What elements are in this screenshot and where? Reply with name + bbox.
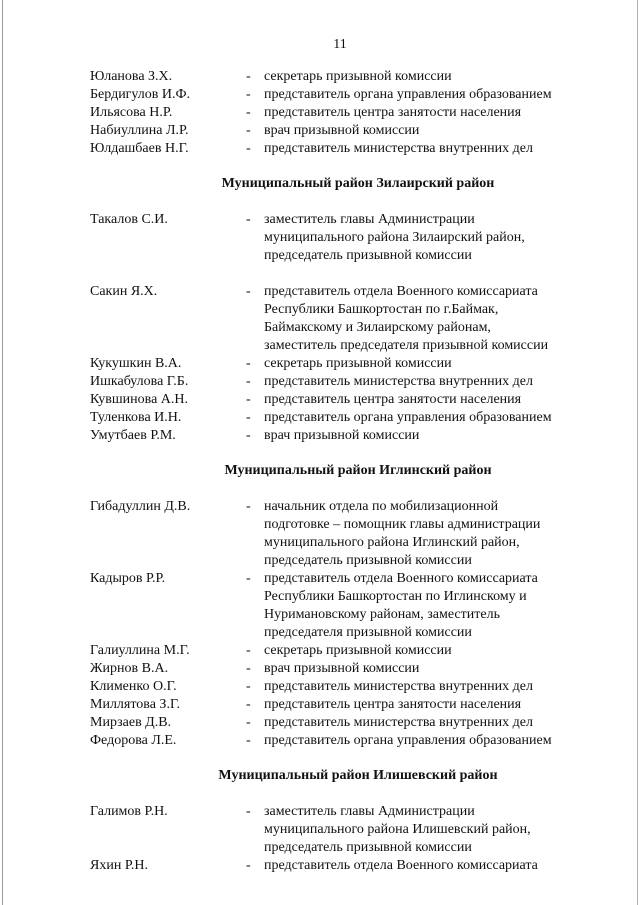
member-name: Ишкабулова Г.Б.	[90, 374, 189, 389]
member-name: Юлдашбаев Н.Г.	[90, 141, 189, 156]
dash: -	[246, 410, 251, 425]
member-row	[90, 211, 600, 265]
member-name: Жирнов В.А.	[90, 661, 169, 676]
member-row	[90, 498, 600, 570]
dash: -	[246, 123, 251, 138]
dash: -	[246, 661, 251, 676]
member-name: Кадыров Р.Р.	[90, 571, 166, 586]
member-name: Яхин Р.Н.	[90, 858, 148, 873]
dash: -	[246, 69, 251, 84]
member-name: Галимов Р.Н.	[90, 804, 168, 819]
dash: -	[246, 284, 251, 299]
dash: -	[246, 733, 251, 748]
member-row	[90, 714, 600, 732]
member-name: Бердигулов И.Ф.	[90, 87, 191, 102]
member-name: Юланова З.Х.	[90, 69, 173, 84]
member-role: секретарь призывной комиссии	[264, 643, 452, 658]
member-row	[90, 391, 600, 409]
member-row	[90, 696, 600, 714]
page-number: 11	[333, 37, 347, 52]
member-role: представитель центра занятости населения	[264, 697, 522, 712]
member-role: представитель отдела Военного комиссариата Республики Башкортостан по Иглинскому и Нуримановскому районам, заместитель председателя призывной комиссии	[264, 571, 538, 640]
member-role: секретарь призывной комиссии	[264, 356, 452, 371]
section-continued	[90, 68, 600, 158]
dash: -	[246, 428, 251, 443]
member-row	[90, 355, 600, 373]
spacer	[90, 265, 600, 283]
dash: -	[246, 858, 251, 873]
member-name: Галиуллина М.Г.	[90, 643, 190, 658]
member-name: Миллятова З.Г.	[90, 697, 180, 712]
member-row	[90, 283, 600, 355]
dash: -	[246, 715, 251, 730]
section-zilair	[90, 211, 600, 445]
member-name: Кукушкин В.А.	[90, 356, 182, 371]
member-row	[90, 86, 600, 104]
member-role: представитель министерства внутренних дел	[264, 374, 533, 389]
section-heading: Муниципальный район Зилаирский район	[221, 176, 495, 191]
section-iglino	[90, 498, 600, 750]
member-name: Сакин Я.Х.	[90, 284, 158, 299]
member-row	[90, 68, 600, 86]
member-name: Туленкова И.Н.	[90, 410, 182, 425]
dash: -	[246, 643, 251, 658]
member-row	[90, 857, 600, 875]
member-role: врач призывной комиссии	[264, 123, 420, 138]
member-row	[90, 409, 600, 427]
member-role: представитель центра занятости населения	[264, 105, 522, 120]
member-role: представитель отдела Военного комиссариата Республики Башкортостан по г.Баймак, Баймакскому и Зилаирскому районам, заместитель председателя призывной комиссии	[264, 284, 549, 353]
member-role: заместитель главы Администрации муниципального района Илишевский район, председатель призывной комиссии	[264, 804, 531, 855]
section-ilishevo	[90, 803, 600, 875]
member-name: Кувшинова А.Н.	[90, 392, 189, 407]
member-row	[90, 803, 600, 857]
member-role: врач призывной комиссии	[264, 428, 420, 443]
member-row	[90, 660, 600, 678]
dash: -	[246, 87, 251, 102]
section-heading: Муниципальный район Илишевский район	[218, 768, 498, 783]
member-name: Набиуллина Л.Р.	[90, 123, 189, 138]
dash: -	[246, 141, 251, 156]
section-heading: Муниципальный район Иглинский район	[224, 463, 492, 478]
dash: -	[246, 356, 251, 371]
scan-edge-right	[637, 0, 638, 905]
member-row	[90, 732, 600, 750]
member-role: заместитель главы Администрации муниципального района Зилаирский район, председатель призывной комиссии	[264, 212, 525, 263]
member-name: Мирзаев Д.В.	[90, 715, 172, 730]
member-row	[90, 678, 600, 696]
member-role: представитель министерства внутренних дел	[264, 141, 533, 156]
member-role: начальник отдела по мобилизационной подготовке – помощник главы администрации муниципального района Иглинский район, председатель призывной комиссии	[264, 499, 541, 568]
dash: -	[246, 499, 251, 514]
member-role: врач призывной комиссии	[264, 661, 420, 676]
dash: -	[246, 392, 251, 407]
member-name: Федорова Л.Е.	[90, 733, 177, 748]
member-role: секретарь призывной комиссии	[264, 69, 452, 84]
member-role: представитель центра занятости населения	[264, 392, 522, 407]
member-role: представитель органа управления образованием	[264, 733, 552, 748]
member-role: представитель органа управления образованием	[264, 410, 552, 425]
member-role: представитель органа управления образованием	[264, 87, 552, 102]
member-row	[90, 140, 600, 158]
dash: -	[246, 571, 251, 586]
member-row	[90, 570, 600, 642]
member-name: Такалов С.И.	[90, 212, 168, 227]
member-row	[90, 427, 600, 445]
member-row	[90, 373, 600, 391]
member-row	[90, 642, 600, 660]
dash: -	[246, 679, 251, 694]
member-name: Гибадуллин Д.В.	[90, 499, 191, 514]
member-name: Клименко О.Г.	[90, 679, 177, 694]
member-row	[90, 122, 600, 140]
member-role: представитель министерства внутренних дел	[264, 679, 533, 694]
scan-edge-left	[2, 0, 3, 905]
member-role: представитель министерства внутренних дел	[264, 715, 533, 730]
commission-list	[90, 68, 600, 875]
dash: -	[246, 697, 251, 712]
member-name: Ильясова Н.Р.	[90, 105, 173, 120]
dash: -	[246, 804, 251, 819]
dash: -	[246, 212, 251, 227]
member-name: Умутбаев Р.М.	[90, 428, 176, 443]
dash: -	[246, 105, 251, 120]
member-role: представитель отдела Военного комиссариата	[264, 858, 538, 873]
dash: -	[246, 374, 251, 389]
member-row	[90, 104, 600, 122]
